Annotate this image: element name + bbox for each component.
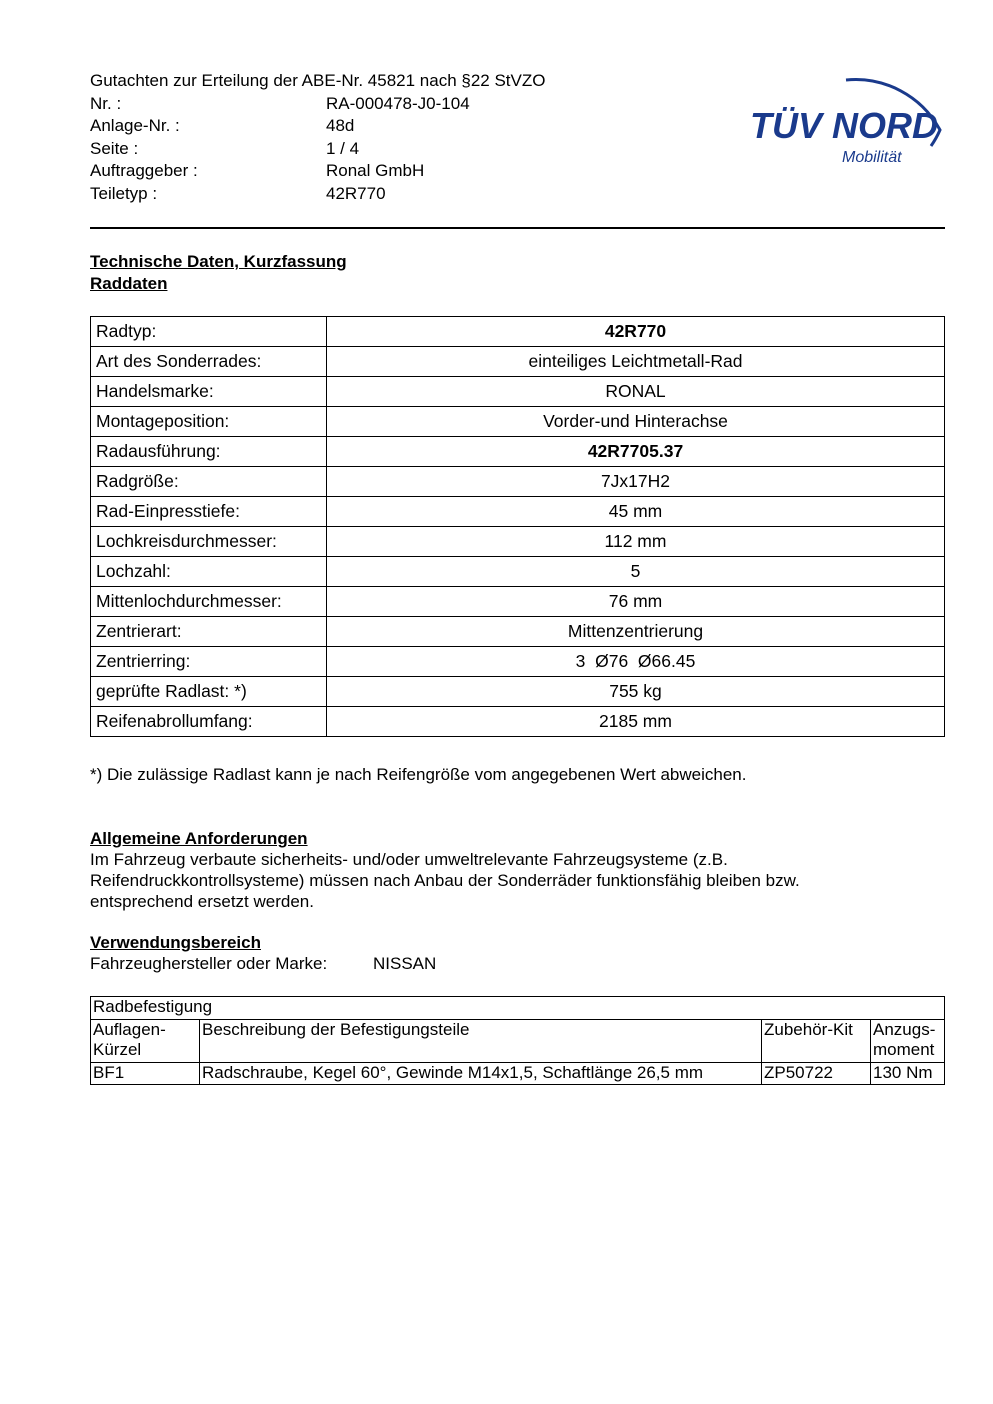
row-label: Reifenabrollumfang: xyxy=(91,707,327,737)
row-label: geprüfte Radlast: *) xyxy=(91,677,327,707)
table-row xyxy=(91,587,945,617)
tuv-nord-logo xyxy=(748,46,948,170)
header-label: Anlage-Nr. : xyxy=(90,116,180,135)
row-value: 42R770 xyxy=(327,317,945,347)
table-row xyxy=(91,437,945,467)
table-row xyxy=(91,527,945,557)
header-value: Ronal GmbH xyxy=(326,161,425,180)
maker-value: NISSAN xyxy=(373,954,437,973)
row-value: 76 mm xyxy=(327,587,945,617)
row-value: 755 kg xyxy=(327,677,945,707)
header-label: Auftraggeber : xyxy=(90,161,198,180)
row-value: 7Jx17H2 xyxy=(327,467,945,497)
header-label: Seite : xyxy=(90,138,139,158)
cell-description: Radschraube, Kegel 60°, Gewinde M14x1,5, Schaftlänge 26,5 mm xyxy=(200,1063,762,1085)
table-row xyxy=(91,707,945,737)
header-divider xyxy=(90,227,945,229)
row-label: Montageposition: xyxy=(91,407,327,437)
maker-label: Fahrzeughersteller oder Marke: xyxy=(90,954,328,973)
row-label: Art des Sonderrades: xyxy=(91,347,327,377)
paragraph-line: entsprechend ersetzt werden. xyxy=(90,892,314,911)
row-value: 112 mm xyxy=(327,527,945,557)
table-title-row xyxy=(91,997,945,1020)
table-row xyxy=(91,347,945,377)
header-label: Teiletyp : xyxy=(90,183,158,203)
row-value: 5 xyxy=(327,557,945,587)
radlast-footnote: *) Die zulässige Radlast kann je nach Reifengröße vom angegebenen Wert abweichen. xyxy=(90,765,747,784)
row-value: RONAL xyxy=(327,377,945,407)
row-value: 3 Ø76 Ø66.45 xyxy=(327,647,945,677)
header-row-nr xyxy=(90,93,650,116)
section-subtitle: Raddaten xyxy=(90,274,168,293)
table-row xyxy=(91,407,945,437)
usage-title: Verwendungsbereich xyxy=(90,933,261,952)
row-value: Vorder-und Hinterachse xyxy=(327,407,945,437)
row-label: Radgröße: xyxy=(91,467,327,497)
row-label: Handelsmarke: xyxy=(91,377,327,407)
table-row xyxy=(91,677,945,707)
header-row-seite xyxy=(90,138,650,161)
paragraph-line: Im Fahrzeug verbaute sicherheits- und/oder umweltrelevante Fahrzeugsysteme (z.B. xyxy=(90,850,728,869)
header-value: 1 / 4 xyxy=(326,138,360,158)
row-label: Zentrierart: xyxy=(91,617,327,647)
header-value: 48d xyxy=(326,116,355,135)
row-value: 45 mm xyxy=(327,497,945,527)
table-header-row xyxy=(91,1020,945,1063)
header-label: Nr. : xyxy=(90,93,122,113)
row-label: Lochkreisdurchmesser: xyxy=(91,527,327,557)
table-row xyxy=(91,647,945,677)
header-code: Auflagen- Kürzel xyxy=(91,1020,200,1063)
row-label: Mittenlochdurchmesser: xyxy=(91,587,327,617)
header-value: 42R770 xyxy=(326,183,386,203)
table-row xyxy=(91,377,945,407)
table-row xyxy=(91,1063,945,1085)
header-value: RA-000478-J0-104 xyxy=(326,93,470,113)
row-label: Zentrierring: xyxy=(91,647,327,677)
header-description: Beschreibung der Befestigungsteile xyxy=(200,1020,762,1063)
row-value: 2185 mm xyxy=(327,707,945,737)
row-label: Rad-Einpresstiefe: xyxy=(91,497,327,527)
row-label: Lochzahl: xyxy=(91,557,327,587)
header-row-anlage xyxy=(90,115,650,138)
row-value: Mittenzentrierung xyxy=(327,617,945,647)
wheel-fastening-table xyxy=(90,996,945,1085)
row-label: Radausführung: xyxy=(91,437,327,467)
row-value: einteiliges Leichtmetall-Rad xyxy=(327,347,945,377)
row-value: 42R7705.37 xyxy=(327,437,945,467)
header-kit: Zubehör-Kit xyxy=(762,1020,871,1063)
table-row xyxy=(91,317,945,347)
document-header xyxy=(90,70,650,205)
paragraph-line: Reifendruckkontrollsysteme) müssen nach Anbau der Sonderräder funktionsfähig bleiben bzw. xyxy=(90,871,800,890)
header-row-teiletyp xyxy=(90,183,650,206)
table-row xyxy=(91,497,945,527)
fastening-title: Radbefestigung xyxy=(91,997,945,1020)
table-row xyxy=(91,617,945,647)
table-row xyxy=(91,557,945,587)
vehicle-maker-line xyxy=(90,953,436,975)
logo-brand-text: TÜV NORD xyxy=(750,105,938,146)
cell-torque: 130 Nm xyxy=(871,1063,945,1085)
wheel-data-table xyxy=(90,316,945,737)
table-row xyxy=(91,467,945,497)
report-title: Gutachten zur Erteilung der ABE-Nr. 45821 nach §22 StVZO xyxy=(90,71,546,90)
section-title: Technische Daten, Kurzfassung xyxy=(90,252,347,271)
cell-code: BF1 xyxy=(91,1063,200,1085)
header-row-auftraggeber xyxy=(90,160,650,183)
general-requirements-title: Allgemeine Anforderungen xyxy=(90,829,308,848)
row-label: Radtyp: xyxy=(91,317,327,347)
general-requirements-text xyxy=(90,849,950,912)
cell-kit: ZP50722 xyxy=(762,1063,871,1085)
logo-sub-text: Mobilität xyxy=(842,149,902,166)
header-torque: Anzugs- moment xyxy=(871,1020,945,1063)
